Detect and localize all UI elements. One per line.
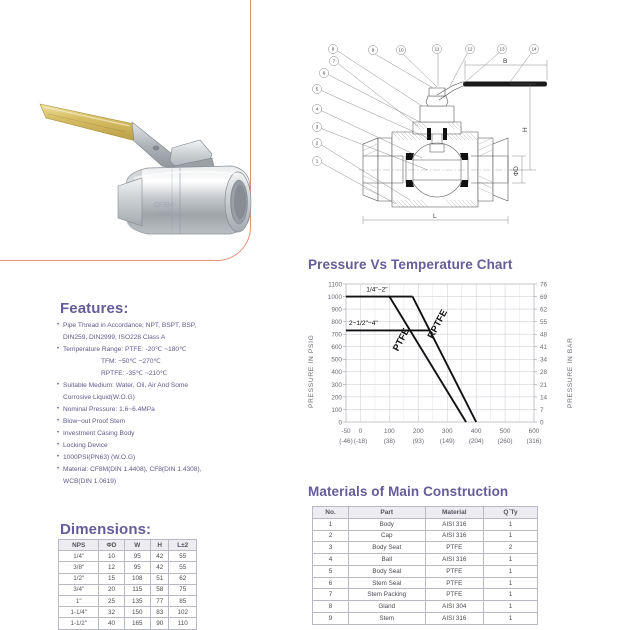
svg-text:(204): (204) xyxy=(468,438,484,445)
materials-table-header-row xyxy=(313,507,538,519)
materials-cell: AISI 316 xyxy=(425,530,484,542)
table-row xyxy=(59,607,197,618)
valve-handle-icon xyxy=(40,104,140,142)
pressure-temperature-chart xyxy=(306,274,574,464)
feature-text: Nominal Pressure: 1.6~6.4MPa xyxy=(63,406,155,414)
svg-text:500: 500 xyxy=(499,428,511,435)
materials-cell: Ball xyxy=(349,554,426,566)
svg-text:400: 400 xyxy=(331,369,342,377)
bullet-icon: • xyxy=(57,382,60,389)
materials-table-body xyxy=(313,518,538,624)
svg-text:400: 400 xyxy=(470,428,482,435)
dimension-label-H: H xyxy=(522,127,529,132)
dimensions-cell: 85 xyxy=(169,595,197,606)
feature-item xyxy=(57,356,262,368)
svg-text:(260): (260) xyxy=(497,438,513,445)
dimensions-cell: 1-1/4" xyxy=(59,607,99,618)
dimensions-cell: 75 xyxy=(169,584,197,595)
feature-item xyxy=(57,368,262,380)
svg-text:2: 2 xyxy=(315,140,319,146)
dimensions-table xyxy=(58,539,197,630)
bullet-icon: • xyxy=(57,322,60,328)
svg-text:1: 1 xyxy=(315,158,319,164)
feature-text: Corrosive Liquid(W.O.G) xyxy=(63,394,135,402)
dimensions-column-header: W xyxy=(124,540,150,551)
svg-text:600: 600 xyxy=(331,344,342,352)
dimensions-cell: 1-1/2" xyxy=(59,618,99,629)
dimension-label-B: B xyxy=(503,58,508,65)
materials-cell: PTFE xyxy=(425,577,484,589)
materials-cell: PTFE xyxy=(425,542,484,554)
dimensions-cell: 95 xyxy=(124,562,150,573)
feature-item xyxy=(57,380,262,392)
svg-text:9: 9 xyxy=(371,47,375,53)
bullet-icon: • xyxy=(57,454,60,461)
product-photo xyxy=(22,62,262,242)
feature-text: WCB(DIN 1.0619) xyxy=(63,478,117,486)
materials-cell: 1 xyxy=(484,554,538,566)
dimension-label-L: L xyxy=(433,213,437,220)
feature-item xyxy=(57,440,262,452)
materials-cell: Stem Packing xyxy=(349,589,426,601)
svg-text:500: 500 xyxy=(331,356,342,364)
dimensions-table-header-row xyxy=(59,540,197,551)
dimensions-cell: 165 xyxy=(124,618,150,629)
table-row xyxy=(313,542,538,554)
dimensions-cell: 3/4" xyxy=(59,584,99,595)
svg-text:700: 700 xyxy=(331,331,342,339)
table-row xyxy=(59,551,197,562)
svg-text:7: 7 xyxy=(332,58,336,64)
bullet-icon: • xyxy=(57,346,60,353)
materials-cell: AISI 316 xyxy=(425,613,484,625)
dimensions-cell: 90 xyxy=(150,618,168,629)
materials-cell: 2 xyxy=(484,542,538,554)
svg-text:CF8M: CF8M xyxy=(154,202,174,209)
materials-cell: 1 xyxy=(484,613,538,625)
bullet-icon: • xyxy=(57,442,60,449)
bullet-icon: • xyxy=(57,406,60,413)
svg-text:76: 76 xyxy=(540,281,548,289)
chart-heading: Pressure Vs Temperature Chart xyxy=(308,257,513,272)
svg-text:0: 0 xyxy=(540,419,544,427)
dimension-label-phiD: ΦD xyxy=(513,166,520,176)
dimensions-column-header: ΦD xyxy=(99,540,124,551)
svg-text:1000: 1000 xyxy=(327,293,342,301)
svg-text:316: 316 xyxy=(158,211,170,218)
svg-text:21: 21 xyxy=(540,381,548,389)
svg-text:8: 8 xyxy=(331,46,335,52)
dimensions-cell: 135 xyxy=(124,595,150,606)
svg-text:200: 200 xyxy=(412,428,424,435)
materials-cell: 1 xyxy=(484,565,538,577)
dimensions-cell: 110 xyxy=(169,618,197,629)
materials-cell: Body xyxy=(349,518,426,530)
svg-text:12: 12 xyxy=(467,46,473,52)
dimensions-cell: 108 xyxy=(124,573,150,584)
svg-text:14: 14 xyxy=(540,394,548,402)
svg-text:200: 200 xyxy=(331,394,342,402)
feature-item xyxy=(57,344,262,356)
bullet-icon: • xyxy=(57,466,60,473)
svg-text:41: 41 xyxy=(540,344,548,352)
svg-text:48: 48 xyxy=(540,331,548,339)
materials-cell: 5 xyxy=(313,565,349,577)
svg-text:3: 3 xyxy=(315,124,319,130)
svg-text:62: 62 xyxy=(540,306,548,314)
svg-text:13: 13 xyxy=(499,46,505,52)
materials-cell: Body Seat xyxy=(349,542,426,554)
feature-text: DIN259, DIN2999, ISO228 Class A xyxy=(63,334,166,342)
table-row xyxy=(59,595,197,606)
materials-cell: 1 xyxy=(484,577,538,589)
svg-text:300: 300 xyxy=(331,381,342,389)
svg-text:(316): (316) xyxy=(526,438,542,445)
dimensions-cell: 3/8" xyxy=(59,562,99,573)
table-row xyxy=(313,601,538,613)
dimensions-cell: 42 xyxy=(150,551,168,562)
svg-text:300: 300 xyxy=(441,428,453,435)
materials-heading: Materials of Main Construction xyxy=(308,484,509,499)
feature-text: Material: CF8M(DIN 1.4408), CF8(DIN 1.4308), xyxy=(63,466,202,474)
table-row xyxy=(313,589,538,601)
materials-column-header: Part xyxy=(349,507,426,519)
feature-item xyxy=(57,404,262,416)
table-row xyxy=(313,518,538,530)
table-row xyxy=(313,613,538,625)
dimensions-cell: 20 xyxy=(99,584,124,595)
dimensions-cell: 55 xyxy=(169,562,197,573)
materials-cell: 1 xyxy=(484,530,538,542)
svg-text:5: 5 xyxy=(315,86,319,92)
dimensions-cell: 1/4" xyxy=(59,551,99,562)
table-row xyxy=(59,573,197,584)
bullet-icon: • xyxy=(57,430,60,437)
feature-item xyxy=(57,428,262,440)
dimensions-cell: 62 xyxy=(169,573,197,584)
dimensions-cell: 77 xyxy=(150,595,168,606)
svg-text:RPTFE: RPTFE xyxy=(425,307,451,341)
dimensions-column-header: H xyxy=(150,540,168,551)
features-list xyxy=(57,320,262,488)
feature-text: 1000PSI(PN63) (W.O.G) xyxy=(63,454,136,462)
materials-cell: 6 xyxy=(313,577,349,589)
svg-text:4: 4 xyxy=(315,106,319,112)
valve-cross-section-diagram xyxy=(300,40,578,240)
svg-text:0: 0 xyxy=(358,428,363,435)
svg-text:1/4"−2": 1/4"−2" xyxy=(366,286,388,294)
materials-cell: 1 xyxy=(484,518,538,530)
chart-ylabel-right: PRESSURE IN BAR xyxy=(567,337,574,408)
materials-cell: Body Seal xyxy=(349,565,426,577)
materials-cell: AISI 316 xyxy=(425,554,484,566)
feature-item xyxy=(57,392,262,404)
svg-text:34: 34 xyxy=(540,356,548,364)
dimensions-cell: 95 xyxy=(124,551,150,562)
dimensions-cell: 10 xyxy=(99,551,124,562)
feature-text: TFM: −50℃ −270℃ xyxy=(101,358,161,366)
svg-text:10: 10 xyxy=(398,47,404,53)
table-row xyxy=(313,554,538,566)
dimensions-cell: 15 xyxy=(99,573,124,584)
table-row xyxy=(59,562,197,573)
materials-cell: 1 xyxy=(313,518,349,530)
materials-column-header: Material xyxy=(425,507,484,519)
materials-column-header: No. xyxy=(313,507,349,519)
svg-text:69: 69 xyxy=(540,293,548,301)
materials-cell: PTFE xyxy=(425,565,484,577)
materials-cell: 7 xyxy=(313,589,349,601)
materials-cell: 8 xyxy=(313,601,349,613)
dimensions-column-header: L±2 xyxy=(169,540,197,551)
dimensions-table-body xyxy=(59,551,197,629)
dimensions-cell: 58 xyxy=(150,584,168,595)
materials-cell: Stem Seal xyxy=(349,577,426,589)
svg-text:28: 28 xyxy=(540,369,548,377)
dimensions-heading: Dimensions: xyxy=(60,521,152,538)
materials-cell: 1 xyxy=(484,601,538,613)
svg-text:(-46): (-46) xyxy=(339,438,353,445)
feature-item xyxy=(57,320,262,332)
svg-text:1100: 1100 xyxy=(328,281,342,289)
bullet-icon: • xyxy=(57,418,60,425)
materials-cell: 9 xyxy=(313,613,349,625)
svg-text:800: 800 xyxy=(331,319,342,327)
svg-text:600: 600 xyxy=(528,428,540,435)
svg-text:100: 100 xyxy=(331,406,342,414)
feature-text: Pipe Thread in Accordance; NPT, BSPT, BSP, xyxy=(63,322,197,329)
dimensions-column-header: NPS xyxy=(59,540,99,551)
svg-text:-50: -50 xyxy=(341,428,351,435)
table-row xyxy=(59,584,197,595)
feature-text: RPTFE: -35℃ ~210℃ xyxy=(101,370,168,378)
materials-cell: 1 xyxy=(484,589,538,601)
feature-text: Blow−out Proof Stem xyxy=(63,418,126,426)
table-row xyxy=(313,530,538,542)
materials-cell: AISI 316 xyxy=(425,518,484,530)
svg-text:(93): (93) xyxy=(412,438,424,445)
materials-cell: Stem xyxy=(349,613,426,625)
dimensions-cell: 25 xyxy=(99,595,124,606)
feature-item xyxy=(57,332,262,344)
materials-cell: AISI 304 xyxy=(425,601,484,613)
feature-item xyxy=(57,476,262,488)
dimensions-cell: 40 xyxy=(99,618,124,629)
svg-text:(38): (38) xyxy=(383,438,396,445)
feature-text: Suitable Medium: Water, Oil, Air And Some xyxy=(63,382,189,390)
feature-item xyxy=(57,464,262,476)
materials-table xyxy=(312,506,538,625)
svg-text:11: 11 xyxy=(434,46,440,52)
svg-text:100: 100 xyxy=(384,428,395,435)
dimensions-cell: 115 xyxy=(124,584,150,595)
dimensions-cell: 102 xyxy=(169,607,197,618)
dimensions-cell: 42 xyxy=(150,562,168,573)
chart-ylabel-left: PRESSURE IN PSIG xyxy=(308,334,315,408)
svg-text:0: 0 xyxy=(338,419,342,427)
svg-text:PTFE: PTFE xyxy=(390,326,413,354)
svg-text:14: 14 xyxy=(531,46,537,52)
dimensions-cell: 150 xyxy=(124,607,150,618)
dimensions-cell: 12 xyxy=(99,562,124,573)
materials-cell: PTFE xyxy=(425,589,484,601)
features-heading: Features: xyxy=(60,300,129,317)
dimensions-cell: 55 xyxy=(169,551,197,562)
materials-cell: 4 xyxy=(313,554,349,566)
dimensions-cell: 1" xyxy=(59,595,99,606)
feature-text: Investment Casing Body xyxy=(63,430,135,438)
table-row xyxy=(313,565,538,577)
feature-item xyxy=(57,416,262,428)
feature-text: Locking Device xyxy=(63,442,108,450)
chart-canvas xyxy=(306,274,574,464)
materials-column-header: Q`Ty xyxy=(484,507,538,519)
svg-text:(149): (149) xyxy=(439,438,455,445)
materials-cell: 2 xyxy=(313,530,349,542)
svg-text:6: 6 xyxy=(322,70,326,76)
dimensions-cell: 1/2" xyxy=(59,573,99,584)
table-row xyxy=(313,577,538,589)
materials-cell: Cap xyxy=(349,530,426,542)
svg-text:(-18): (-18) xyxy=(353,438,368,445)
svg-text:7: 7 xyxy=(540,406,544,414)
materials-cell: 3 xyxy=(313,542,349,554)
svg-text:2−1/2"−4": 2−1/2"−4" xyxy=(348,319,378,327)
svg-text:900: 900 xyxy=(331,306,342,314)
dimensions-cell: 32 xyxy=(99,607,124,618)
feature-item xyxy=(57,452,262,464)
dimensions-cell: 83 xyxy=(150,607,168,618)
materials-cell: Gland xyxy=(349,601,426,613)
dimensions-cell: 51 xyxy=(150,573,168,584)
feature-text: Temperature Range: PTFE: -20℃ ~180℃ xyxy=(63,346,187,354)
table-row xyxy=(59,618,197,629)
svg-text:55: 55 xyxy=(540,319,548,327)
